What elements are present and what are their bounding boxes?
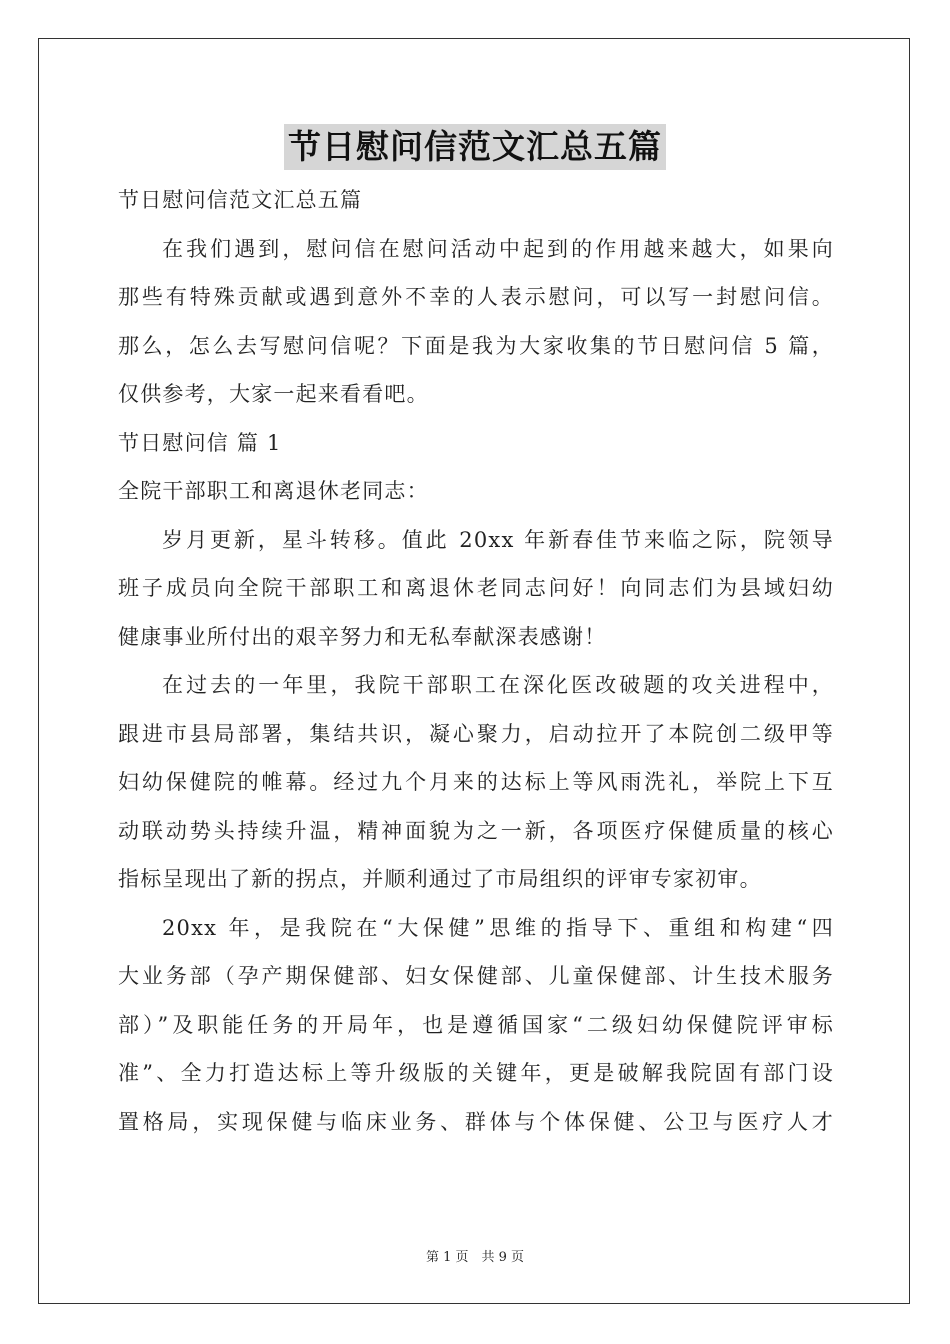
text-line: 班子成员向全院干部职工和离退休老同志问好！向同志们为县域妇幼 xyxy=(118,576,834,600)
title-container xyxy=(0,124,950,170)
text-line: 仅供参考，大家一起来看看吧。 xyxy=(118,382,429,406)
text-line: 健康事业所付出的艰辛努力和无私奉献深表感谢！ xyxy=(118,624,607,649)
text-line: 动联动势头持续升温，精神面貌为之一新，各项医疗保健质量的核心 xyxy=(118,818,834,843)
text-line: 节日慰问信 篇 1 xyxy=(118,430,282,455)
document-body xyxy=(118,176,834,1146)
text-line: 准”、全力打造达标上等升级版的关键年，更是破解我院固有部门设 xyxy=(118,1061,834,1085)
text-line: 20xx 年，是我院在“大保健”思维的指导下、重组和构建“四 xyxy=(162,915,834,940)
text-line: 大业务部（孕产期保健部、妇女保健部、儿童保健部、计生技术服务 xyxy=(118,964,834,988)
page-footer: 第 1 页 共 9 页 xyxy=(425,1250,525,1265)
text-line: 跟进市县局部署，集结共识，凝心聚力，启动拉开了本院创二级甲等 xyxy=(118,721,834,746)
text-line: 在我们遇到，慰问信在慰问活动中起到的作用越来越大，如果向 xyxy=(162,236,834,261)
text-line: 妇幼保健院的帷幕。经过九个月来的达标上等风雨洗礼，举院上下互 xyxy=(118,770,834,794)
text-line: 指标呈现出了新的拐点，并顺利通过了市局组织的评审专家初审。 xyxy=(118,867,762,891)
text-line: 置格局，实现保健与临床业务、群体与个体保健、公卫与医疗人才 xyxy=(118,1109,834,1134)
text-line: 部）”及职能任务的开局年，也是遵循国家“二级妇幼保健院评审标 xyxy=(118,1012,834,1037)
text-line: 在过去的一年里，我院干部职工在深化医改破题的攻关进程中， xyxy=(162,673,834,697)
text-line: 那些有特殊贡献或遇到意外不幸的人表示慰问，可以写一封慰问信。 xyxy=(118,285,834,309)
text-line: 岁月更新，星斗转移。值此 20xx 年新春佳节来临之际，院领导 xyxy=(162,527,834,552)
text-line: 那么，怎么去写慰问信呢？下面是我为大家收集的节日慰问信 5 篇， xyxy=(118,333,834,358)
document-title: 节日慰问信范文汇总五篇 xyxy=(284,124,666,170)
text-line: 全院干部职工和离退休老同志： xyxy=(118,479,429,503)
text-line: 节日慰问信范文汇总五篇 xyxy=(118,188,363,212)
